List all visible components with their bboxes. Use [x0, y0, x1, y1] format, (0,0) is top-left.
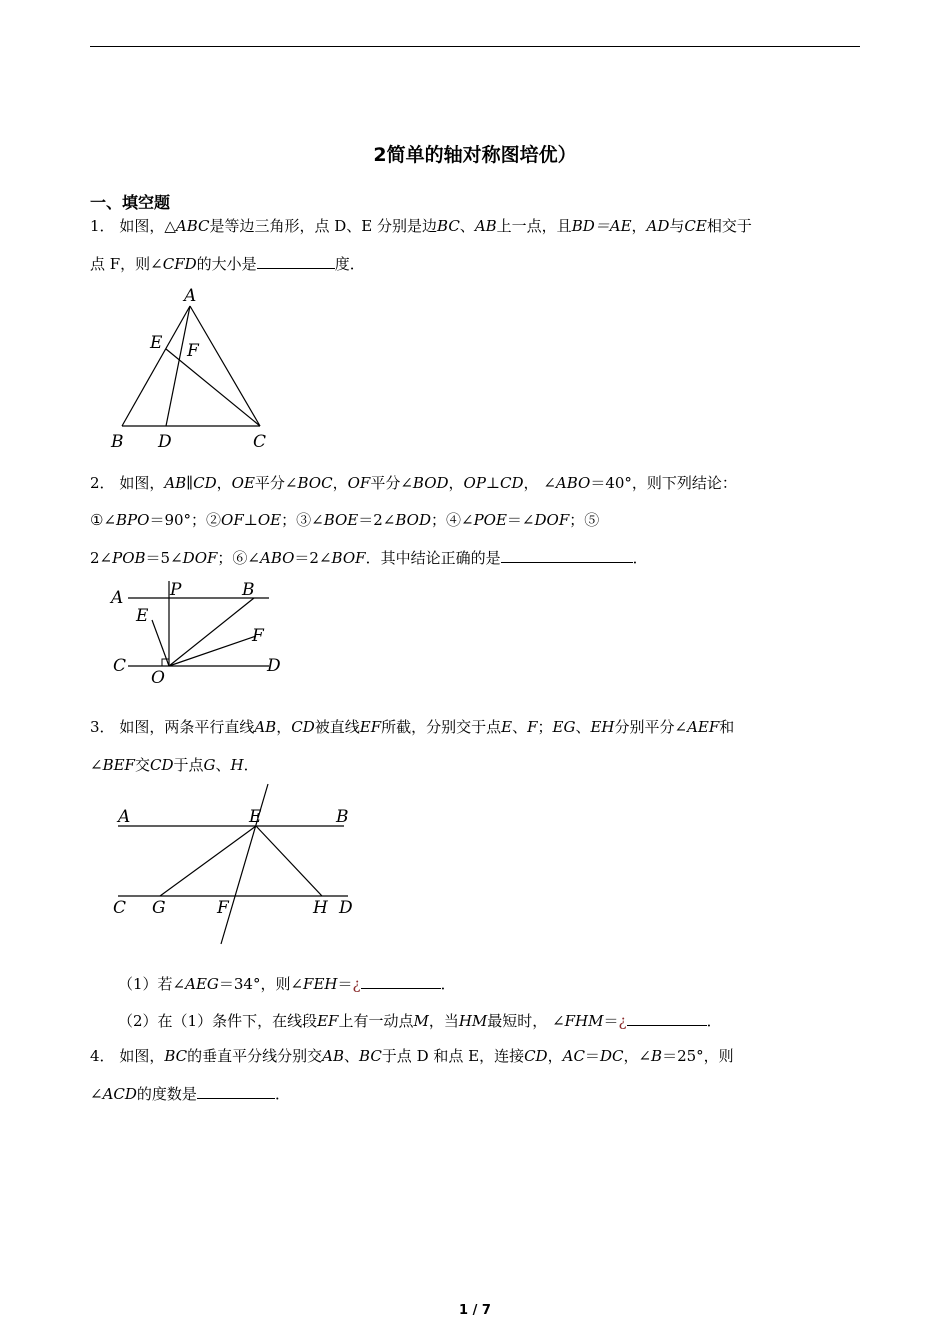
q4-answer-blank[interactable]	[197, 1084, 275, 1099]
q3-text: 交	[134, 756, 150, 774]
q3-text: 如图，两条平行直线	[119, 718, 255, 736]
q3-math: F	[527, 718, 538, 736]
label-e: E	[150, 333, 163, 353]
label-c: C	[253, 432, 267, 452]
q4-math: AC	[562, 1047, 585, 1065]
q2-math: OE	[231, 474, 255, 492]
q1-line1	[90, 215, 752, 236]
label-a: A	[118, 807, 131, 827]
q1-math: AB	[474, 217, 497, 235]
q2-line2	[90, 509, 599, 530]
label-o: O	[151, 668, 165, 688]
q2-math: POE	[473, 511, 507, 529]
q3-text: ＝34°，则∠	[218, 975, 304, 993]
q4-math: AB	[322, 1047, 344, 1065]
label-e: E	[249, 807, 262, 827]
q2-text: ＝90°；②	[149, 511, 222, 529]
q4-math: ACD	[102, 1085, 137, 1103]
label-b: B	[242, 580, 255, 600]
q1-text: 、	[459, 217, 475, 235]
q3-text: 所截，分别交于点	[381, 718, 502, 736]
label-b: B	[111, 432, 124, 452]
q3-math: EH	[590, 718, 615, 736]
q3-glyph: ¿	[618, 1012, 627, 1030]
q2-text: ， ∠	[523, 474, 556, 492]
label-a: A	[111, 588, 124, 608]
q3-math: EF	[359, 718, 382, 736]
q2-math: AB	[164, 474, 187, 492]
q2-text: 2∠	[90, 549, 113, 567]
q2-number: 2．	[90, 474, 115, 492]
q1-math: BC	[437, 217, 460, 235]
q4-number: 4．	[90, 1047, 115, 1065]
label-d: D	[158, 432, 172, 452]
q3-math: BEF	[102, 756, 135, 774]
q4-text: ∠	[90, 1085, 103, 1103]
segment-eh	[256, 826, 322, 896]
label-f: F	[187, 341, 199, 361]
q3-text: 、	[215, 756, 231, 774]
q2-text: ＝2∠	[294, 549, 332, 567]
header-rule	[90, 46, 860, 47]
ray-of	[169, 636, 256, 666]
q4-line1	[90, 1045, 734, 1066]
q3-text: ＝	[337, 975, 353, 993]
label-c: C	[113, 656, 127, 676]
q3-text: 、	[575, 718, 591, 736]
q3-text: （2）在（1）条件下，在线段	[118, 1012, 318, 1030]
q2-math: OF	[221, 511, 244, 529]
q4-math: B	[651, 1047, 663, 1065]
q2-math: OE	[257, 511, 282, 529]
q4-text: ＝25°，则	[662, 1047, 734, 1065]
q2-text: ；⑤	[569, 511, 600, 529]
q3-text: ；	[537, 718, 553, 736]
q3-text: 上有一动点	[338, 1012, 414, 1030]
label-e: E	[136, 606, 149, 626]
q3-math: EF	[317, 1012, 339, 1030]
q2-text: ＝2∠	[358, 511, 396, 529]
q3-text: 于点	[173, 756, 204, 774]
q3-line1	[90, 716, 734, 737]
q1-answer-blank[interactable]	[257, 254, 335, 269]
q4-text: ，	[547, 1047, 563, 1065]
q2-math: ABO	[259, 549, 295, 567]
q4-text: ，∠	[623, 1047, 652, 1065]
q3-math: AEF	[687, 718, 720, 736]
q2-text: ；⑥∠	[217, 549, 260, 567]
q2-answer-blank[interactable]	[501, 548, 633, 563]
q1-text: 与	[669, 217, 685, 235]
q2-math: BOD	[395, 511, 431, 529]
q4-line2	[90, 1083, 290, 1104]
q2-text: ＝5∠	[145, 549, 183, 567]
q3-glyph: ¿	[352, 975, 361, 993]
q3-sub2	[118, 1010, 722, 1031]
label-d: D	[267, 656, 281, 676]
q2-text: ＝∠	[506, 511, 535, 529]
segment-eg	[160, 826, 256, 896]
q2-figure	[108, 578, 298, 690]
q2-math: BOF	[331, 549, 366, 567]
q3-math: CD	[149, 756, 174, 774]
page-title: 2简单的轴对称图培优）	[373, 144, 577, 166]
q3-text: ，	[276, 718, 292, 736]
q2-math: CD	[193, 474, 217, 492]
q4-math: BC	[164, 1047, 188, 1065]
q3-sub2-answer-blank[interactable]	[627, 1011, 707, 1026]
q2-text: 如图，	[119, 474, 165, 492]
q4-math: CD	[524, 1047, 548, 1065]
q1-text: 相交于	[706, 217, 752, 235]
segment-ab	[122, 306, 190, 426]
q2-text: ⊥	[243, 511, 258, 529]
q4-math: DC	[599, 1047, 624, 1065]
q2-text: ．	[632, 549, 648, 567]
q3-math: M	[413, 1012, 429, 1030]
label-b: B	[336, 807, 349, 827]
q3-math: G	[203, 756, 216, 774]
q4-text: 如图，	[119, 1047, 165, 1065]
q1-math: ABC	[175, 217, 210, 235]
q2-math: POB	[112, 549, 146, 567]
q2-math: BOC	[297, 474, 333, 492]
q1-math: CE	[684, 217, 707, 235]
q3-math: EG	[552, 718, 576, 736]
q3-text: ．	[706, 1012, 722, 1030]
q1-math: CFD	[162, 255, 197, 273]
q2-math: BOD	[412, 474, 449, 492]
q1-number: 1．	[90, 217, 115, 235]
q3-text: 分别平分∠	[614, 718, 688, 736]
q3-math: CD	[291, 718, 315, 736]
page-number: 1 / 7	[459, 1303, 491, 1318]
q2-math: DOF	[534, 511, 570, 529]
q2-text: ，	[216, 474, 232, 492]
q2-text: 平分∠	[370, 474, 413, 492]
label-d: D	[339, 898, 353, 918]
q2-text: ，	[332, 474, 348, 492]
q3-text: 被直线	[314, 718, 360, 736]
label-g: G	[152, 898, 166, 918]
q3-text: ＝	[603, 1012, 619, 1030]
q2-math: BPO	[116, 511, 150, 529]
q2-math: DOF	[182, 549, 218, 567]
label-f: F	[252, 626, 264, 646]
q4-text: 的度数是	[136, 1085, 197, 1103]
q1-math: AD	[646, 217, 670, 235]
q3-math: H	[230, 756, 244, 774]
q1-figure	[108, 282, 288, 454]
q4-text: ．	[274, 1085, 290, 1103]
q2-text: ；③∠	[281, 511, 324, 529]
q3-math: FEH	[303, 975, 338, 993]
label-c: C	[113, 898, 127, 918]
q4-text: ＝	[584, 1047, 600, 1065]
q2-text: ，	[448, 474, 464, 492]
q1-text: 是等边三角形，点 D、E 分别是边	[209, 217, 438, 235]
q3-text: 和	[719, 718, 735, 736]
q4-text: 于点 D 和点 E，连接	[381, 1047, 525, 1065]
q2-math: OF	[347, 474, 371, 492]
q3-math: HM	[458, 1012, 488, 1030]
q2-text: ∥	[186, 474, 194, 492]
q3-text: ．	[440, 975, 456, 993]
q1-line2	[90, 253, 365, 274]
section-heading: 一、填空题	[90, 193, 171, 212]
q3-math: AEG	[185, 975, 219, 993]
q3-math: E	[501, 718, 513, 736]
q4-text: 的垂直平分线分别交	[187, 1047, 323, 1065]
q3-sub1	[118, 973, 456, 994]
q3-text: ，当	[428, 1012, 459, 1030]
q2-line1	[90, 472, 737, 493]
q2-text: 平分∠	[254, 474, 298, 492]
q2-text: ．其中结论正确的是	[365, 549, 501, 567]
q1-text: 上一点，且	[496, 217, 572, 235]
q3-line2	[90, 754, 259, 775]
q2-text: ；④∠	[431, 511, 474, 529]
q2-text: ⊥	[485, 474, 501, 492]
q1-text: ，	[631, 217, 647, 235]
q3-text: （1）若∠	[118, 975, 186, 993]
label-p: P	[170, 580, 182, 600]
q1-text: 点 F，则∠	[90, 255, 163, 273]
q3-number: 3．	[90, 718, 115, 736]
q2-math: OP	[463, 474, 486, 492]
q2-text: ＝40°，则下列结论：	[590, 474, 737, 492]
q3-text: 、	[512, 718, 528, 736]
q2-math: CD	[500, 474, 524, 492]
q2-text: ①∠	[90, 511, 117, 529]
q3-text: 最短时， ∠	[487, 1012, 565, 1030]
segment-ob	[169, 598, 254, 666]
q4-math: BC	[359, 1047, 382, 1065]
q4-text: 、	[344, 1047, 360, 1065]
q3-text: ∠	[90, 756, 103, 774]
q1-text: 度．	[334, 255, 365, 273]
q3-figure	[108, 782, 368, 950]
q3-sub1-answer-blank[interactable]	[361, 974, 441, 989]
q3-math: AB	[254, 718, 277, 736]
q1-text: 如图，△	[119, 217, 176, 235]
q2-math: ABO	[555, 474, 591, 492]
label-h: H	[313, 898, 328, 918]
q3-text: ．	[243, 756, 259, 774]
segment-ce	[166, 349, 260, 426]
label-f: F	[217, 898, 229, 918]
q1-math: BD＝AE	[571, 217, 632, 235]
label-a: A	[184, 286, 197, 306]
q1-text: 的大小是	[196, 255, 257, 273]
q2-line3	[90, 547, 648, 568]
segment-ac	[190, 306, 260, 426]
q2-math: BOE	[323, 511, 359, 529]
q3-math: FHM	[564, 1012, 604, 1030]
